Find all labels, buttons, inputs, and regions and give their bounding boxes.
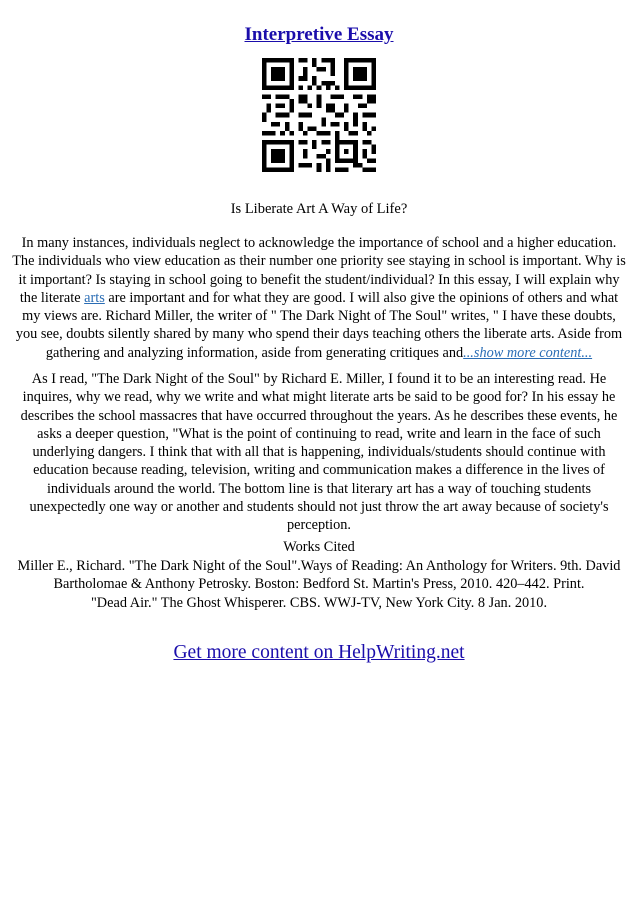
show-more-link[interactable]: ...show more content...	[463, 344, 593, 361]
essay-heading: Is Liberate Art A Way of Life?	[230, 201, 408, 217]
get-more-content-link[interactable]: Get more content on HelpWriting.net	[173, 642, 465, 663]
qr-code-icon	[262, 58, 376, 172]
paragraph-1-text-before: In many instances, individuals neglect to acknowledge the importance of school and a higher education. The individuals who view education as their number one priority see staying in school is important. Why is it important? Is staying in school going to benefit the student/individual? In this essay, I will explain why the literate	[12, 235, 626, 306]
citation-entry: Miller E., Richard. "The Dark Night of the Soul".Ways of Reading: An Anthology for Writers. 9th. David Bartholomae & Anthony Petrosky. Boston: Bedford St. Martin's Press, 2010. 420–442. Print.	[17, 557, 621, 593]
works-cited-heading: Works Cited	[283, 539, 355, 555]
citation-entry: "Dead Air." The Ghost Whisperer. CBS. WWJ-TV, New York City. 8 Jan. 2010.	[90, 594, 548, 611]
essay-paragraph-1	[12, 234, 626, 362]
works-cited-section	[12, 538, 626, 612]
paragraph-1-text-after: are important and for what they are good. I will also give the opinions of others and what my views are. Richard Miller, the writer of " The Dark Night of The Soul" writes, " I have these doubts, you see, doubts silently shared by many who spend their days teaching others the liberate arts. Aside from gathering and analyzing information, aside from generating critiques and	[15, 289, 623, 361]
page-title[interactable]: Interpretive Essay	[244, 24, 394, 45]
arts-link[interactable]: arts	[84, 289, 105, 306]
essay-paragraph-2: As I read, "The Dark Night of the Soul" by Richard E. Miller, I found it to be an interesting read. He inquires, why we read, why we write and what might literate arts be said to be good for? In his essay he describes the school massacres that have occurred throughout the years. As he describes these events, he asks a deeper question, "What is the point of continuing to read, write and learn in the face of such underlying dangers. I think that with all that is happening, individuals/students should continue with education because reading, television, writing and communication makes a difference in the lives of individuals around the world. The bottom line is that literary art has a way of touching students unexpectedly one way or another and students should not just throw the art away because of society's perception.	[20, 371, 618, 534]
